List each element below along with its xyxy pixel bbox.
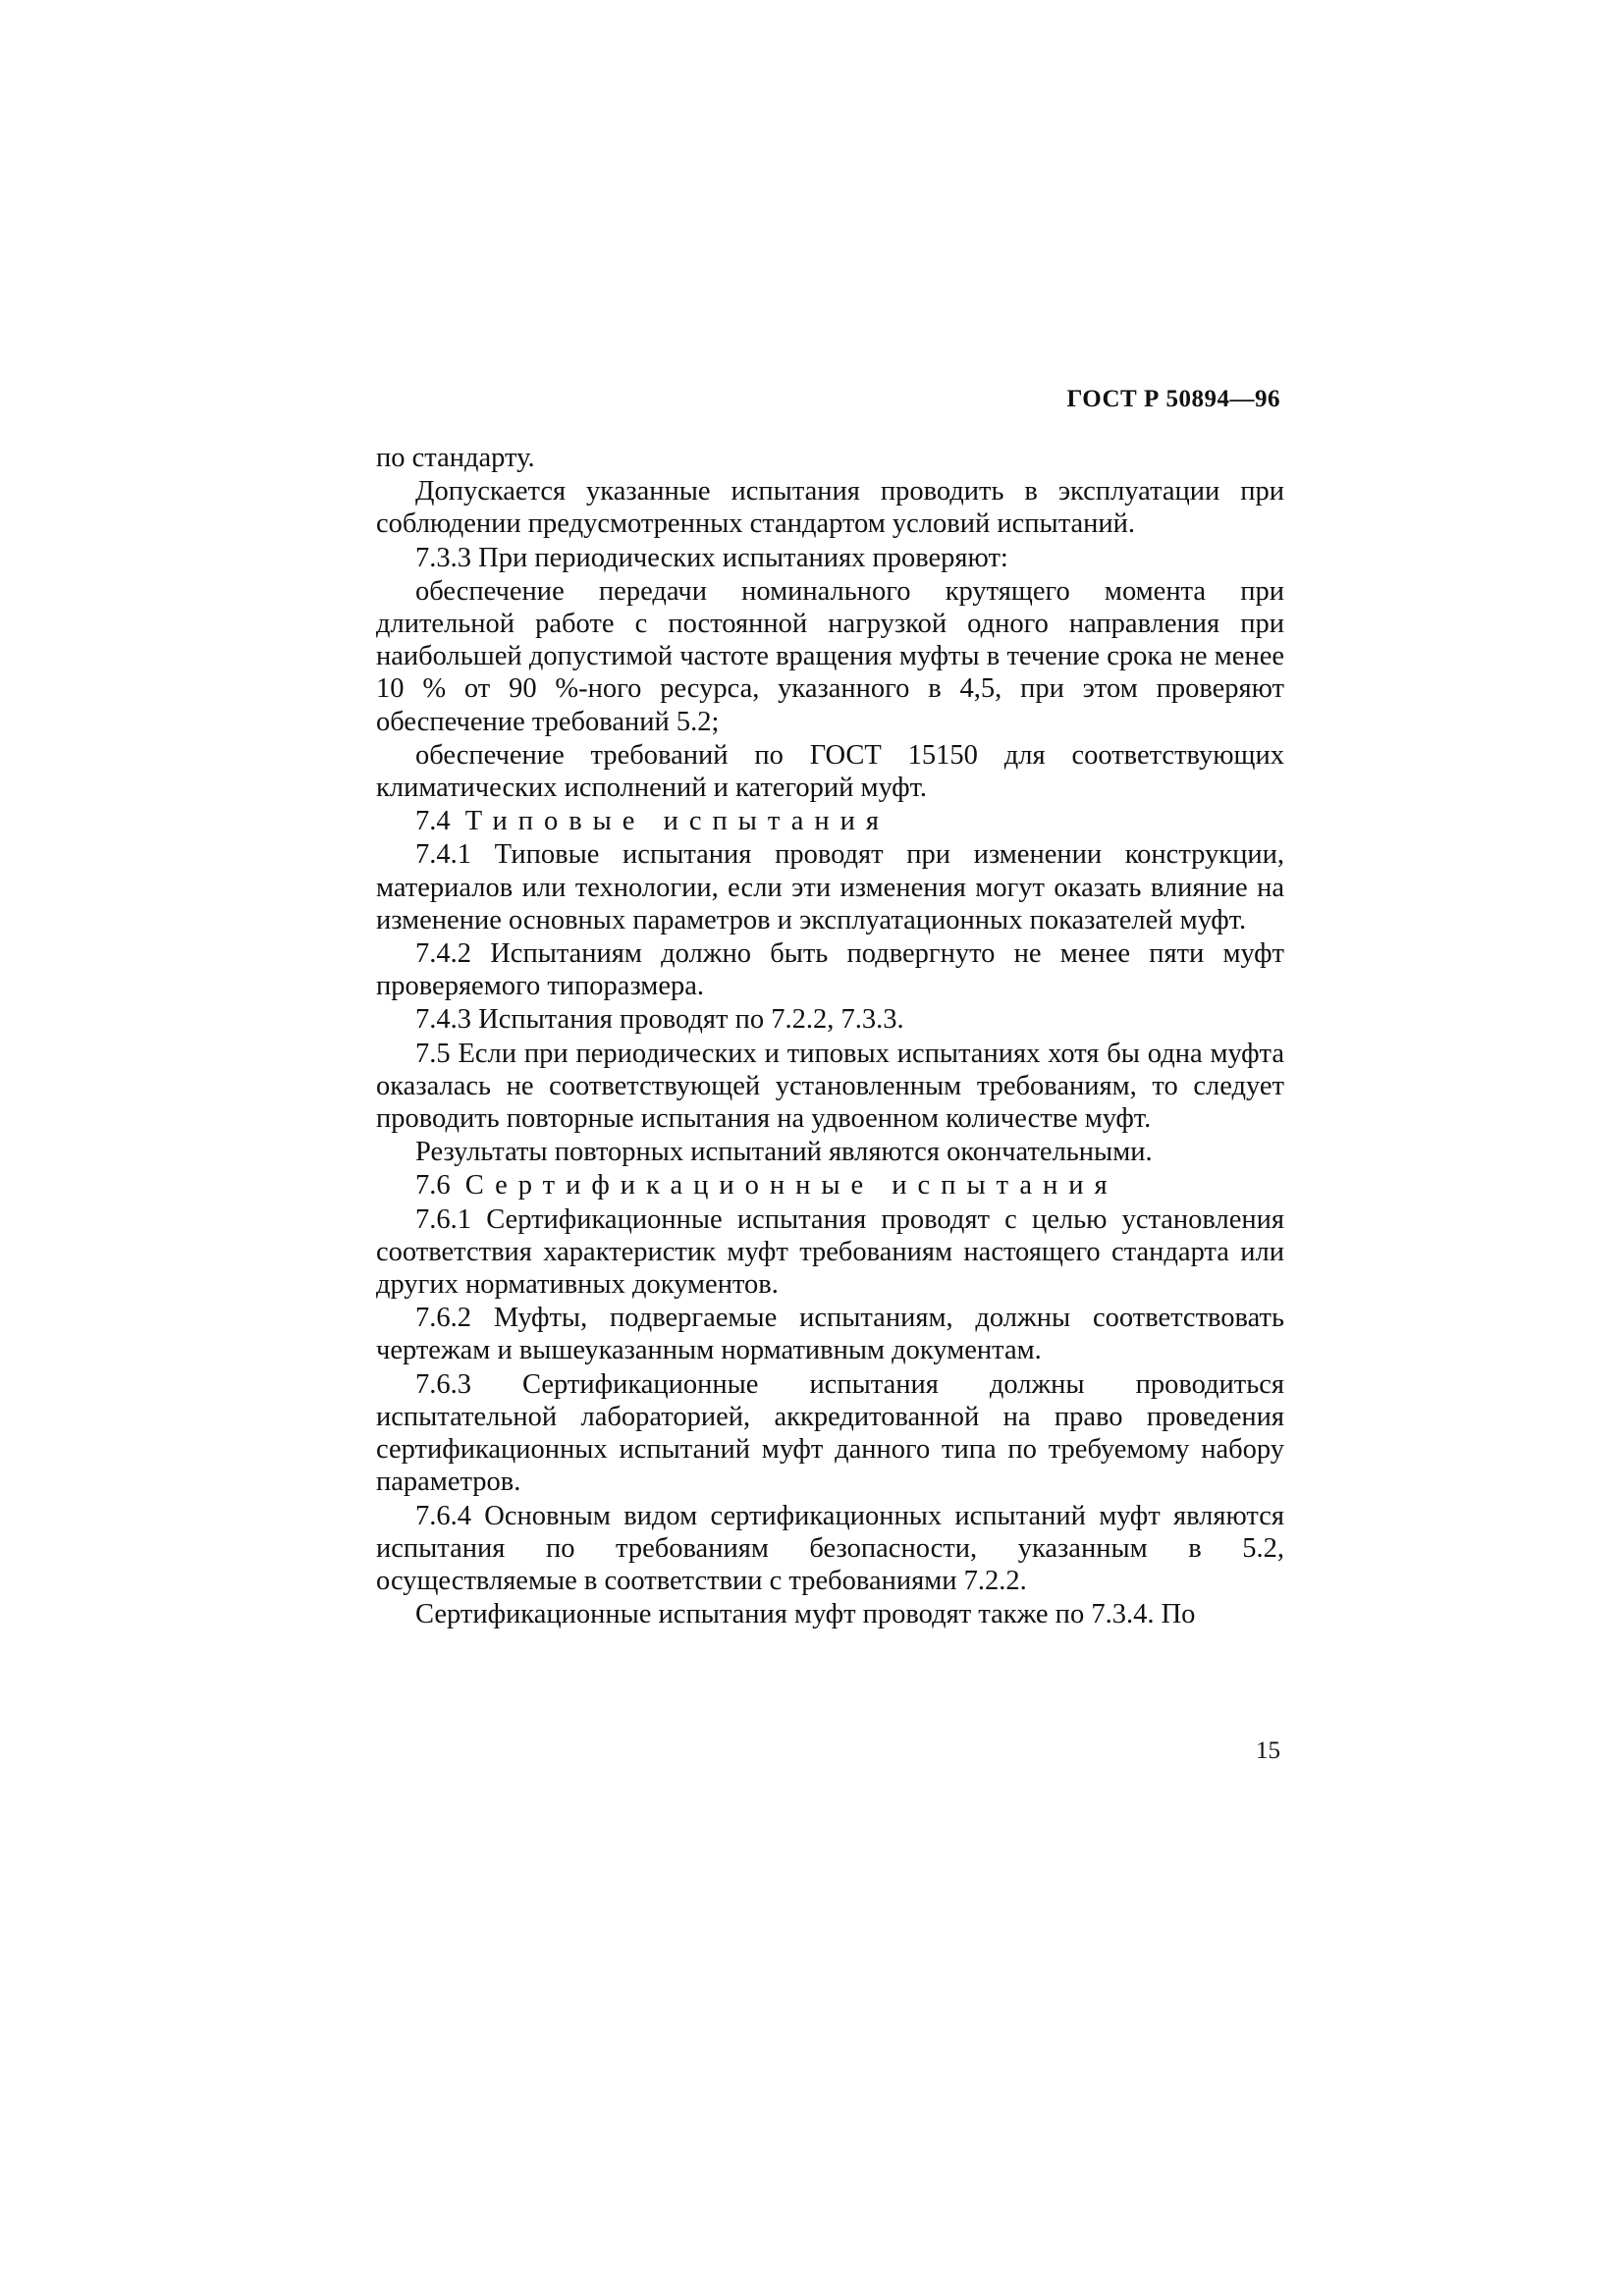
paragraph: 7.4.2 Испытаниям должно быть подвергнуто не менее пяти муфт проверяемого типоразмера. [376, 938, 1284, 1002]
section-heading-7-6 [376, 1169, 1284, 1201]
paragraph: 7.3.3 При периодических испытаниях проверяют: [415, 542, 1008, 573]
section-number: 7.4 [415, 806, 451, 837]
paragraph: 7.6.2 Муфты, подвергаемые испытаниям, должны соответствовать чертежам и вышеуказанным нормативным документам. [376, 1303, 1284, 1366]
section-title: Типовые испытания [464, 806, 890, 837]
section-heading-7-4 [376, 805, 1284, 837]
paragraph: 7.5 Если при периодических и типовых испытаниях хотя бы одна муфта оказалась не соответствующей установленным требованиям, то следует проводить повторные испытания на удвоенном количестве муфт. [376, 1038, 1284, 1135]
paragraph: 7.4.3 Испытания проводят по 7.2.2, 7.3.3. [415, 1004, 904, 1036]
paragraph: Сертификационные испытания муфт проводят также по 7.3.4. По [415, 1599, 1196, 1630]
document-header: ГОСТ Р 50894—96 [1066, 386, 1280, 412]
paragraph: по стандарту. [376, 443, 535, 473]
section-number: 7.6 [415, 1170, 451, 1201]
paragraph: 7.4.1 Типовые испытания проводят при изменении конструкции, материалов или технологии, если эти изменения могут оказать влияние на изменение основных параметров и эксплуатационных показателей муфт. [376, 839, 1284, 935]
paragraph: 7.6.1 Сертификационные испытания проводят с целью установления соответствия характеристик муфт требованиям настоящего стандарта или других нормативных документов. [376, 1203, 1284, 1301]
page-number: 15 [1256, 1737, 1280, 1764]
paragraph: 7.6.4 Основным видом сертификационных испытаний муфт являются испытания по требованиям безопасности, указанным в 5.2, осуществляемые в соответствии с требованиями 7.2.2. [376, 1500, 1284, 1596]
paragraph: Допускается указанные испытания проводить в эксплуатации при соблюдении предусмотренных стандартом условий испытаний. [376, 476, 1284, 540]
paragraph: обеспечение требований по ГОСТ 15150 для соответствующих климатических исполнений и категорий муфт. [376, 739, 1284, 804]
document-body [376, 442, 1284, 1631]
paragraph: 7.6.3 Сертификационные испытания должны проводиться испытательной лабораторией, аккредитованной на право проведения сертификационных испытаний муфт данного типа по требуемому набору параметров. [376, 1368, 1284, 1498]
paragraph: обеспечение передачи номинального крутящего момента при длительной работе с постоянной нагрузкой одного направления при наибольшей допустимой частоте вращения муфты в течение срока не менее 10 % от 90 %-ного ресурса, указанного в 4,5, при этом проверяют обеспечение требований 5.2; [376, 575, 1284, 737]
section-title: Сертификационные испытания [464, 1170, 1118, 1201]
paragraph: Результаты повторных испытаний являются окончательными. [415, 1137, 1153, 1168]
